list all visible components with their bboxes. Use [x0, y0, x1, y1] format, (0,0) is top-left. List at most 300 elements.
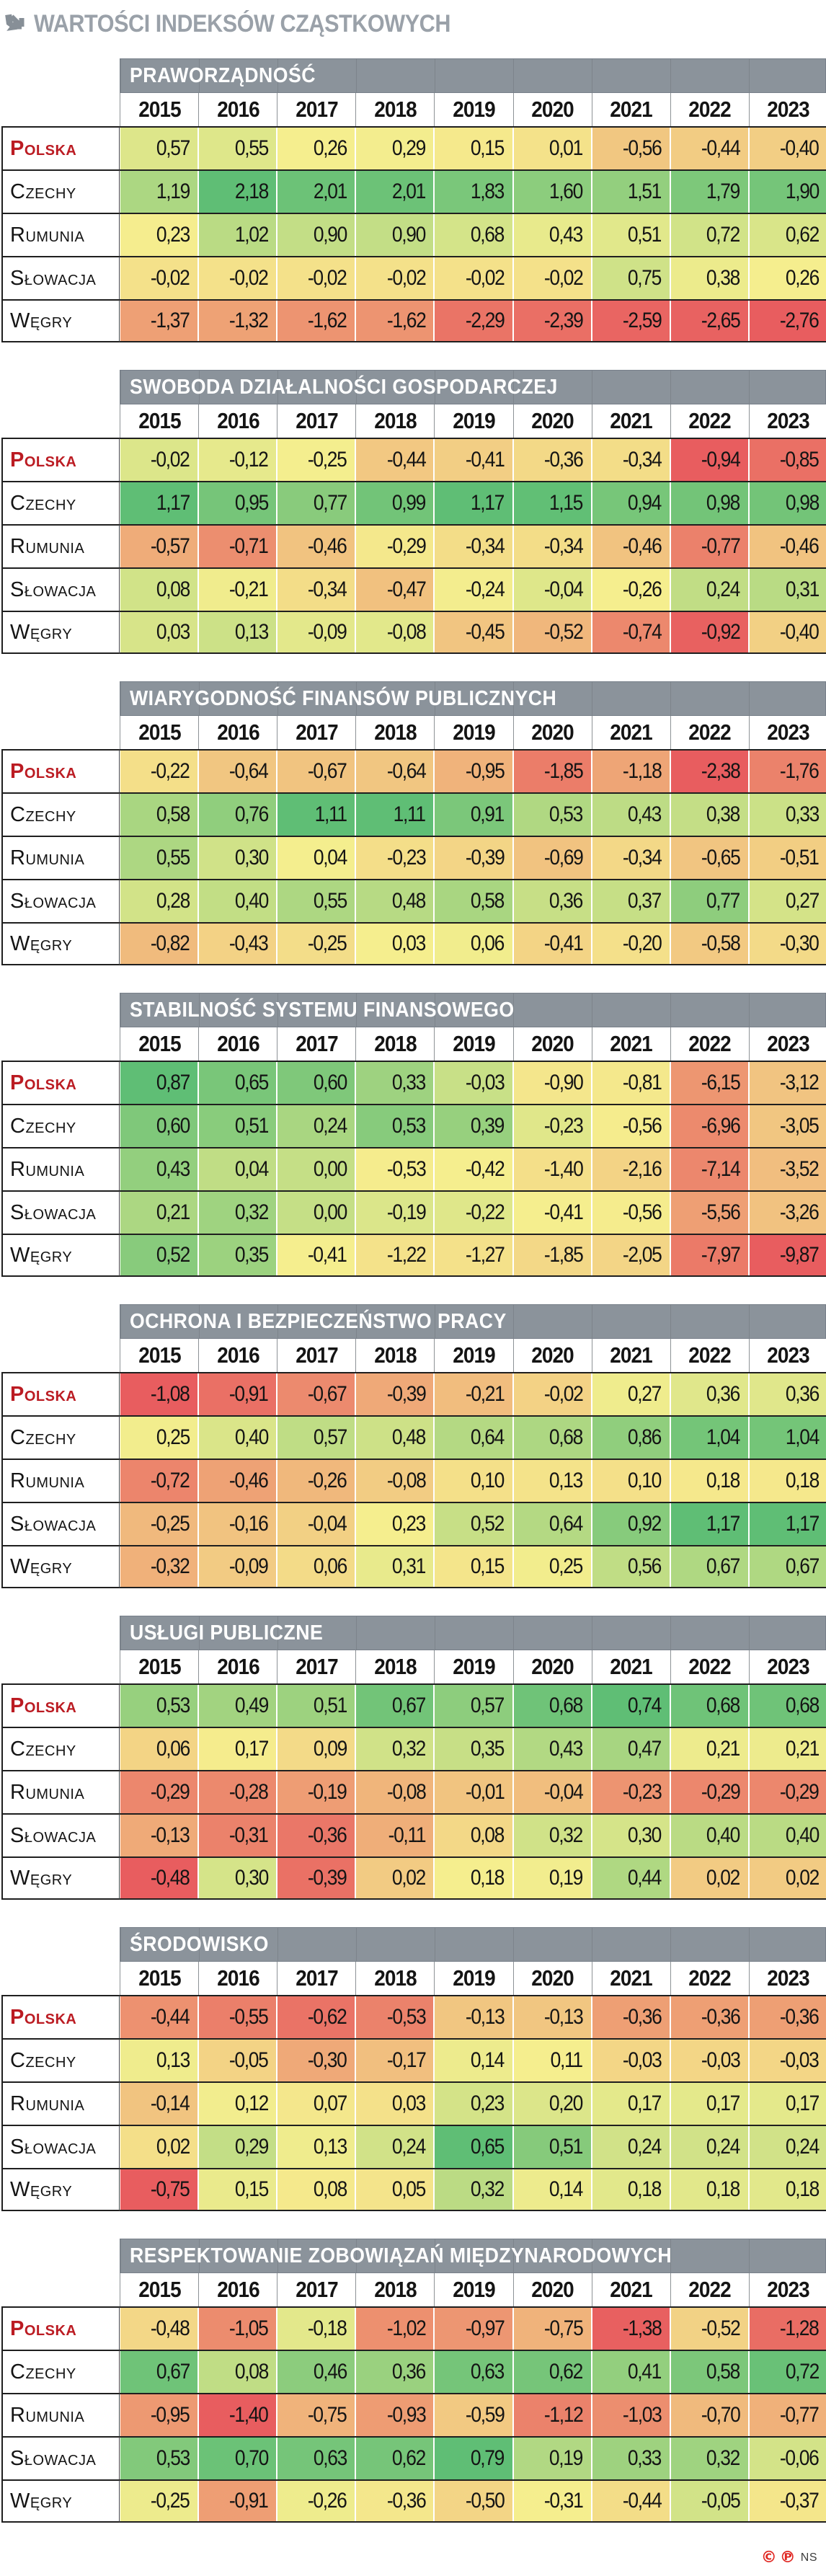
value-cell: -0,36 [670, 1995, 749, 2038]
value-cell: -0,02 [513, 256, 592, 299]
value-cell: 0,51 [277, 1683, 355, 1727]
value-cell: -0,94 [670, 438, 749, 481]
year-header-row [1, 716, 826, 749]
value-cell: 0,24 [355, 2125, 434, 2168]
section-header-bar [120, 58, 826, 93]
country-label: Polska [1, 1372, 120, 1415]
value-cell: 0,68 [670, 1683, 749, 1727]
value-cell: -0,47 [355, 567, 434, 611]
year-cell: 2017 [277, 1339, 355, 1372]
value-cell: -0,65 [670, 836, 749, 879]
value-cell: -0,77 [670, 524, 749, 567]
value-cell: 0,18 [592, 2168, 670, 2211]
value-cell: -1,38 [592, 2306, 670, 2350]
value-cell: -0,43 [198, 922, 277, 965]
value-cell: 0,58 [434, 879, 512, 922]
value-cell: 0,03 [355, 2081, 434, 2125]
year-cell: 2020 [513, 404, 592, 438]
value-cell: -2,76 [749, 299, 826, 342]
value-cell: 0,52 [434, 1502, 512, 1545]
country-label: Czechy [1, 169, 120, 213]
value-cell: -3,12 [749, 1061, 826, 1104]
value-cell: 0,30 [198, 1856, 277, 1900]
value-cell: 0,12 [198, 2081, 277, 2125]
value-cell: -2,16 [592, 1147, 670, 1190]
country-label: Słowacja [1, 256, 120, 299]
value-cell: -0,23 [355, 836, 434, 879]
value-cell: 0,43 [513, 1727, 592, 1770]
value-cell: 0,48 [355, 1415, 434, 1459]
country-label: Rumunia [1, 836, 120, 879]
value-cell: -0,75 [120, 2168, 198, 2211]
value-cell: 0,13 [513, 1459, 592, 1502]
value-cell: -0,91 [198, 2479, 277, 2523]
country-label: Polska [1, 438, 120, 481]
country-row [1, 2393, 826, 2436]
value-cell: -3,52 [749, 1147, 826, 1190]
year-cell: 2015 [120, 404, 198, 438]
value-cell: -0,02 [355, 256, 434, 299]
value-cell: -2,59 [592, 299, 670, 342]
value-cell: 0,03 [120, 611, 198, 654]
value-cell: 0,19 [513, 2436, 592, 2479]
value-cell: 0,62 [355, 2436, 434, 2479]
value-cell: 0,19 [513, 1856, 592, 1900]
value-cell: -0,42 [434, 1147, 512, 1190]
value-cell: 1,02 [198, 213, 277, 256]
value-cell: -2,05 [592, 1234, 670, 1277]
value-cell: -2,38 [670, 749, 749, 792]
value-cell: 0,47 [592, 1727, 670, 1770]
corner-cell [1, 93, 120, 126]
country-label: Czechy [1, 2038, 120, 2081]
section-header-bar [120, 1304, 826, 1339]
year-cell: 2017 [277, 1027, 355, 1061]
corner-cell [1, 1962, 120, 1995]
country-row [1, 1502, 826, 1545]
value-cell: 0,53 [355, 1104, 434, 1147]
value-cell: 0,62 [749, 213, 826, 256]
year-cell: 2019 [434, 93, 512, 126]
section-title: RESPEKTOWANIE ZOBOWIĄZAŃ MIĘDZYNARODOWYCH [130, 2244, 672, 2267]
country-row [1, 1234, 826, 1277]
year-cell: 2015 [120, 1962, 198, 1995]
country-row [1, 1770, 826, 1813]
value-cell: 0,13 [277, 2125, 355, 2168]
value-cell: 0,39 [434, 1104, 512, 1147]
value-cell: 0,14 [434, 2038, 512, 2081]
value-cell: -1,76 [749, 749, 826, 792]
value-cell: -0,12 [198, 438, 277, 481]
value-cell: -0,52 [670, 2306, 749, 2350]
section-header-bar [120, 2239, 826, 2273]
country-label: Słowacja [1, 2436, 120, 2479]
country-label: Węgry [1, 611, 120, 654]
value-cell: -6,96 [670, 1104, 749, 1147]
value-cell: -0,29 [355, 524, 434, 567]
value-cell: -0,18 [277, 2306, 355, 2350]
country-label: Czechy [1, 792, 120, 836]
value-cell: -0,93 [355, 2393, 434, 2436]
corner-cell [1, 1339, 120, 1372]
value-cell: 0,30 [592, 1813, 670, 1856]
tables-container [1, 58, 826, 2523]
value-cell: 0,56 [592, 1545, 670, 1588]
value-cell: -0,56 [592, 126, 670, 169]
section-title: OCHRONA I BEZPIECZEŃSTWO PRACY [130, 1309, 507, 1333]
year-cell: 2021 [592, 1339, 670, 1372]
value-cell: 0,21 [670, 1727, 749, 1770]
page-title [4, 9, 826, 39]
value-cell: -0,46 [198, 1459, 277, 1502]
value-cell: 0,02 [120, 2125, 198, 2168]
value-cell: 0,60 [277, 1061, 355, 1104]
value-cell: 0,65 [198, 1061, 277, 1104]
section-title: ŚRODOWISKO [130, 1932, 269, 1956]
country-row [1, 749, 826, 792]
value-cell: 0,38 [670, 792, 749, 836]
year-cell: 2018 [355, 2273, 434, 2306]
value-cell: -0,02 [120, 256, 198, 299]
value-cell: -2,29 [434, 299, 512, 342]
value-cell: -0,34 [277, 567, 355, 611]
year-cell: 2017 [277, 93, 355, 126]
country-row [1, 524, 826, 567]
section-header-bar [120, 1927, 826, 1962]
year-header-row [1, 1962, 826, 1995]
heatmap-table [1, 1339, 826, 1588]
country-row [1, 611, 826, 654]
value-cell: -0,36 [355, 2479, 434, 2523]
value-cell: 0,24 [749, 2125, 826, 2168]
year-cell: 2019 [434, 716, 512, 749]
country-row [1, 792, 826, 836]
value-cell: 1,17 [749, 1502, 826, 1545]
country-label: Rumunia [1, 213, 120, 256]
value-cell: -1,03 [592, 2393, 670, 2436]
value-cell: 0,33 [592, 2436, 670, 2479]
country-row [1, 1061, 826, 1104]
year-cell: 2023 [749, 2273, 826, 2306]
value-cell: 0,18 [749, 2168, 826, 2211]
value-cell: -0,23 [513, 1104, 592, 1147]
value-cell: 0,21 [120, 1190, 198, 1234]
value-cell: -0,97 [434, 2306, 512, 2350]
value-cell: -0,53 [355, 1995, 434, 2038]
year-header-row [1, 2273, 826, 2306]
value-cell: 0,17 [592, 2081, 670, 2125]
value-cell: 0,32 [198, 1190, 277, 1234]
value-cell: -0,25 [277, 438, 355, 481]
value-cell: -0,55 [198, 1995, 277, 2038]
value-cell: -1,32 [198, 299, 277, 342]
value-cell: 0,08 [198, 2350, 277, 2393]
value-cell: -0,41 [277, 1234, 355, 1277]
value-cell: -1,40 [198, 2393, 277, 2436]
year-cell: 2015 [120, 93, 198, 126]
value-cell: -1,62 [355, 299, 434, 342]
value-cell: -0,31 [198, 1813, 277, 1856]
value-cell: 1,60 [513, 169, 592, 213]
year-cell: 2022 [670, 2273, 749, 2306]
country-label: Słowacja [1, 1190, 120, 1234]
value-cell: 0,90 [277, 213, 355, 256]
value-cell: 0,02 [670, 1856, 749, 1900]
year-cell: 2022 [670, 404, 749, 438]
value-cell: -0,24 [434, 567, 512, 611]
value-cell: -0,91 [198, 1372, 277, 1415]
value-cell: 0,46 [277, 2350, 355, 2393]
year-cell: 2015 [120, 2273, 198, 2306]
country-label: Węgry [1, 1234, 120, 1277]
value-cell: -0,04 [277, 1502, 355, 1545]
value-cell: 0,92 [592, 1502, 670, 1545]
value-cell: 0,49 [198, 1683, 277, 1727]
year-cell: 2023 [749, 1339, 826, 1372]
heatmap-section-8 [1, 2239, 826, 2523]
value-cell: 0,68 [513, 1683, 592, 1727]
value-cell: 0,33 [355, 1061, 434, 1104]
value-cell: -0,44 [355, 438, 434, 481]
country-label: Polska [1, 1995, 120, 2038]
year-cell: 2018 [355, 1027, 434, 1061]
value-cell: 0,58 [120, 792, 198, 836]
value-cell: -0,62 [277, 1995, 355, 2038]
value-cell: 0,15 [198, 2168, 277, 2211]
value-cell: -0,67 [277, 749, 355, 792]
value-cell: 0,72 [749, 2350, 826, 2393]
year-cell: 2020 [513, 1650, 592, 1683]
value-cell: -0,02 [434, 256, 512, 299]
year-cell: 2016 [198, 1339, 277, 1372]
value-cell: -0,75 [513, 2306, 592, 2350]
value-cell: 0,36 [355, 2350, 434, 2393]
value-cell: 0,58 [670, 2350, 749, 2393]
value-cell: -0,26 [277, 2479, 355, 2523]
section-title: STABILNOŚĆ SYSTEMU FINANSOWEGO [130, 998, 515, 1022]
value-cell: -0,64 [198, 749, 277, 792]
country-label: Rumunia [1, 2081, 120, 2125]
value-cell: 0,98 [670, 481, 749, 524]
value-cell: -1,22 [355, 1234, 434, 1277]
year-cell: 2020 [513, 716, 592, 749]
value-cell: 0,06 [120, 1727, 198, 1770]
value-cell: -0,50 [434, 2479, 512, 2523]
year-cell: 2015 [120, 1339, 198, 1372]
value-cell: 0,15 [434, 1545, 512, 1588]
country-label: Rumunia [1, 2393, 120, 2436]
value-cell: 0,24 [670, 567, 749, 611]
value-cell: -0,25 [277, 922, 355, 965]
value-cell: 0,62 [513, 2350, 592, 2393]
value-cell: -0,25 [120, 2479, 198, 2523]
value-cell: 1,83 [434, 169, 512, 213]
value-cell: -0,57 [120, 524, 198, 567]
country-row [1, 1104, 826, 1147]
year-cell: 2020 [513, 1027, 592, 1061]
value-cell: -0,22 [434, 1190, 512, 1234]
country-label: Polska [1, 1683, 120, 1727]
value-cell: 0,11 [513, 2038, 592, 2081]
value-cell: -0,34 [592, 836, 670, 879]
year-cell: 2023 [749, 1962, 826, 1995]
country-label: Polska [1, 126, 120, 169]
value-cell: -1,85 [513, 749, 592, 792]
value-cell: -0,69 [513, 836, 592, 879]
country-label: Słowacja [1, 879, 120, 922]
country-row [1, 126, 826, 169]
phonogram-icon: ℗ [779, 2549, 796, 2567]
value-cell: 0,55 [120, 836, 198, 879]
value-cell: -0,13 [120, 1813, 198, 1856]
value-cell: 0,79 [434, 2436, 512, 2479]
value-cell: 0,13 [198, 611, 277, 654]
value-cell: 0,65 [434, 2125, 512, 2168]
value-cell: 0,04 [198, 1147, 277, 1190]
value-cell: -0,36 [513, 438, 592, 481]
value-cell: 0,67 [120, 2350, 198, 2393]
copyright-icon: © [760, 2549, 777, 2567]
value-cell: -0,39 [355, 1372, 434, 1415]
value-cell: 0,55 [277, 879, 355, 922]
country-row [1, 879, 826, 922]
value-cell: -0,75 [277, 2393, 355, 2436]
year-header-row [1, 404, 826, 438]
value-cell: 0,37 [592, 879, 670, 922]
value-cell: -1,02 [355, 2306, 434, 2350]
country-label: Polska [1, 2306, 120, 2350]
country-row [1, 299, 826, 342]
value-cell: -2,65 [670, 299, 749, 342]
value-cell: -0,22 [120, 749, 198, 792]
corner-cell [1, 716, 120, 749]
value-cell: 0,67 [355, 1683, 434, 1727]
year-cell: 2016 [198, 1962, 277, 1995]
year-header-row [1, 1650, 826, 1683]
value-cell: 0,23 [120, 213, 198, 256]
value-cell: -0,29 [749, 1770, 826, 1813]
year-header-row [1, 93, 826, 126]
year-cell: 2021 [592, 1027, 670, 1061]
heatmap-section-2 [1, 370, 826, 654]
value-cell: -0,26 [592, 567, 670, 611]
value-cell: 0,68 [749, 1683, 826, 1727]
value-cell: 0,02 [355, 1856, 434, 1900]
year-cell: 2021 [592, 93, 670, 126]
year-cell: 2016 [198, 93, 277, 126]
value-cell: -0,17 [355, 2038, 434, 2081]
country-row [1, 2436, 826, 2479]
year-cell: 2019 [434, 1962, 512, 1995]
country-row [1, 1727, 826, 1770]
value-cell: -0,02 [513, 1372, 592, 1415]
value-cell: 1,51 [592, 169, 670, 213]
value-cell: -0,46 [749, 524, 826, 567]
value-cell: -0,29 [670, 1770, 749, 1813]
value-cell: -0,06 [749, 2436, 826, 2479]
heatmap-table [1, 1027, 826, 1277]
country-row [1, 481, 826, 524]
value-cell: 0,38 [670, 256, 749, 299]
value-cell: -0,26 [277, 1459, 355, 1502]
year-cell: 2018 [355, 404, 434, 438]
value-cell: 0,63 [277, 2436, 355, 2479]
value-cell: -0,64 [355, 749, 434, 792]
value-cell: 0,51 [513, 2125, 592, 2168]
value-cell: 0,26 [277, 126, 355, 169]
country-row [1, 836, 826, 879]
year-cell: 2022 [670, 1650, 749, 1683]
value-cell: -0,34 [434, 524, 512, 567]
section-title: PRAWORZĄDNOŚĆ [130, 63, 316, 87]
value-cell: -0,56 [592, 1190, 670, 1234]
value-cell: -0,29 [120, 1770, 198, 1813]
value-cell: -0,08 [355, 1770, 434, 1813]
country-row [1, 1856, 826, 1900]
year-cell: 2018 [355, 716, 434, 749]
value-cell: 2,01 [277, 169, 355, 213]
year-cell: 2019 [434, 1650, 512, 1683]
value-cell: 1,17 [434, 481, 512, 524]
value-cell: -0,02 [277, 256, 355, 299]
value-cell: 0,00 [277, 1147, 355, 1190]
value-cell: 0,74 [592, 1683, 670, 1727]
footer-credit: NS [800, 2551, 817, 2564]
value-cell: 0,06 [277, 1545, 355, 1588]
value-cell: 0,72 [670, 213, 749, 256]
value-cell: 0,60 [120, 1104, 198, 1147]
value-cell: 0,53 [120, 2436, 198, 2479]
value-cell: -0,21 [434, 1372, 512, 1415]
value-cell: 0,40 [749, 1813, 826, 1856]
value-cell: -0,25 [120, 1502, 198, 1545]
heatmap-table [1, 404, 826, 654]
year-cell: 2015 [120, 1650, 198, 1683]
year-cell: 2018 [355, 93, 434, 126]
value-cell: 0,18 [670, 1459, 749, 1502]
value-cell: -0,40 [749, 126, 826, 169]
value-cell: -1,27 [434, 1234, 512, 1277]
value-cell: 0,20 [513, 2081, 592, 2125]
value-cell: -0,09 [198, 1545, 277, 1588]
section-title: SWOBODA DZIAŁALNOŚCI GOSPODARCZEJ [130, 375, 558, 399]
value-cell: 0,35 [198, 1234, 277, 1277]
value-cell: -0,44 [670, 126, 749, 169]
value-cell: -0,85 [749, 438, 826, 481]
value-cell: 1,17 [120, 481, 198, 524]
value-cell: -0,48 [120, 2306, 198, 2350]
value-cell: 0,08 [277, 2168, 355, 2211]
value-cell: -0,58 [670, 922, 749, 965]
value-cell: 0,52 [120, 1234, 198, 1277]
corner-cell [1, 2273, 120, 2306]
country-row [1, 1190, 826, 1234]
value-cell: -0,13 [434, 1995, 512, 2038]
country-row [1, 567, 826, 611]
value-cell: 0,00 [277, 1190, 355, 1234]
value-cell: -0,39 [434, 836, 512, 879]
value-cell: -0,82 [120, 922, 198, 965]
value-cell: -0,03 [670, 2038, 749, 2081]
value-cell: -0,08 [355, 611, 434, 654]
value-cell: 0,91 [434, 792, 512, 836]
value-cell: -0,32 [120, 1545, 198, 1588]
value-cell: 0,53 [513, 792, 592, 836]
value-cell: 0,10 [434, 1459, 512, 1502]
country-row [1, 213, 826, 256]
value-cell: 2,18 [198, 169, 277, 213]
value-cell: 0,10 [592, 1459, 670, 1502]
